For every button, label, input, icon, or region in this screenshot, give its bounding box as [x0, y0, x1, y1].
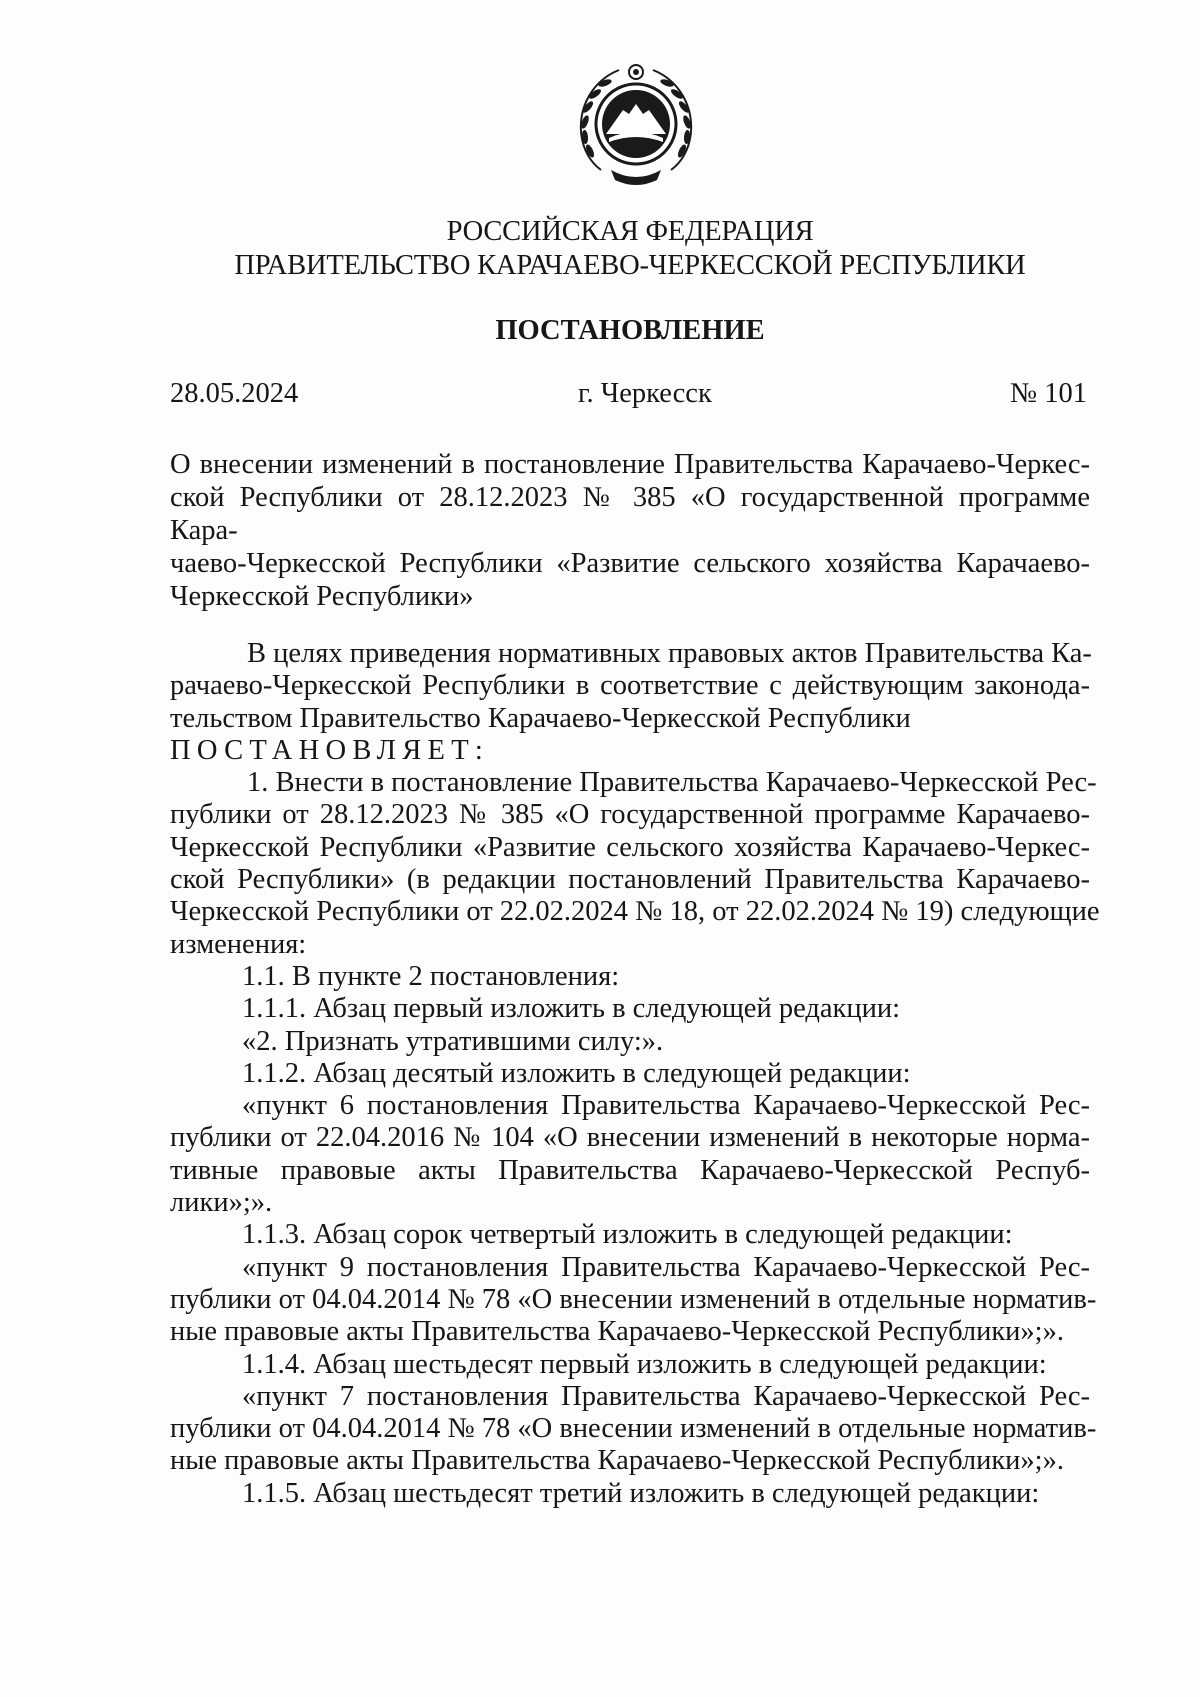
- government-heading: ПРАВИТЕЛЬСТВО КАРАЧАЕВО-ЧЕРКЕССКОЙ РЕСПУБЛИКИ: [234, 250, 1026, 281]
- body-line: тивные правовые акты Правительства Карачаево-Черкесской Респуб-: [170, 1154, 1090, 1186]
- title-line: чаево-Черкесской Республики «Развитие сельского хозяйства Карачаево-: [170, 548, 1090, 579]
- document-body: [170, 638, 1100, 1510]
- body-line: рачаево-Черкесской Республики в соответствие с действующим законода-: [170, 670, 1090, 702]
- body-line: публики от 22.04.2016 № 104 «О внесении изменений в некоторые норма-: [170, 1122, 1090, 1154]
- body-line: «2. Признать утратившими силу:».: [242, 1025, 664, 1057]
- body-line: ПОСТАНОВЛЯЕТ:: [170, 734, 490, 766]
- title-line: О внесении изменений в постановление Правительства Карачаево-Черкес-: [170, 449, 1090, 480]
- body-line: Черкесской Республики «Развитие сельского хозяйства Карачаево-Черкес-: [170, 831, 1090, 863]
- coat-of-arms-icon: [571, 62, 701, 192]
- body-line: 1.1.4. Абзац шестьдесят первый изложить в следующей редакции:: [242, 1348, 1047, 1380]
- body-line: публики от 28.12.2023 № 385 «О государственной программе Карачаево-: [170, 799, 1090, 831]
- body-line: ные правовые акты Правительства Карачаево-Черкесской Республики»;».: [170, 1316, 1064, 1348]
- body-line: изменения:: [170, 928, 307, 960]
- body-line: 1.1.2. Абзац десятый изложить в следующей редакции:: [242, 1057, 911, 1089]
- body-line: 1.1.3. Абзац сорок четвертый изложить в следующей редакции:: [242, 1219, 1013, 1251]
- body-line: «пункт 6 постановления Правительства Карачаево-Черкесской Рес-: [242, 1090, 1090, 1122]
- body-line: «пункт 9 постановления Правительства Карачаево-Черкесской Рес-: [242, 1251, 1090, 1283]
- body-line: ской Республики» (в редакции постановлений Правительства Карачаево-: [170, 864, 1090, 896]
- title-line: Черкесской Республики»: [170, 581, 474, 612]
- body-line: публики от 04.04.2014 № 78 «О внесении изменений в отдельные норматив-: [170, 1283, 1097, 1315]
- document-type-heading: ПОСТАНОВЛЕНИЕ: [495, 315, 765, 346]
- body-line: тельством Правительство Карачаево-Черкесской Республики: [170, 702, 911, 734]
- body-line: 1.1. В пункте 2 постановления:: [242, 960, 620, 992]
- body-line: публики от 04.04.2014 № 78 «О внесении изменений в отдельные норматив-: [170, 1413, 1097, 1445]
- body-line: лики»;».: [170, 1187, 273, 1219]
- body-line: «пункт 7 постановления Правительства Карачаево-Черкесской Рес-: [242, 1380, 1090, 1412]
- document-title: [170, 448, 1090, 613]
- body-line: 1. Внести в постановление Правительства Карачаево-Черкесской Рес-: [247, 767, 1097, 799]
- body-line: 1.1.1. Абзац первый изложить в следующей редакции:: [242, 993, 901, 1025]
- body-line: Черкесской Республики от 22.02.2024 № 18, от 22.02.2024 № 19) следующие: [170, 896, 1100, 928]
- document-number: № 101: [1009, 378, 1087, 409]
- country-heading: РОССИЙСКАЯ ФЕДЕРАЦИЯ: [446, 216, 814, 247]
- body-line: В целях приведения нормативных правовых актов Правительства Ка-: [247, 638, 1092, 669]
- document-date: 28.05.2024: [170, 378, 299, 409]
- document-city: г. Черкесск: [578, 378, 712, 409]
- body-line: ные правовые акты Правительства Карачаево-Черкесской Республики»;».: [170, 1445, 1064, 1477]
- title-line: ской Республики от 28.12.2023 № 385 «О государственной программе Кара-: [170, 482, 1090, 546]
- body-line: 1.1.5. Абзац шестьдесят третий изложить в следующей редакции:: [242, 1477, 1040, 1509]
